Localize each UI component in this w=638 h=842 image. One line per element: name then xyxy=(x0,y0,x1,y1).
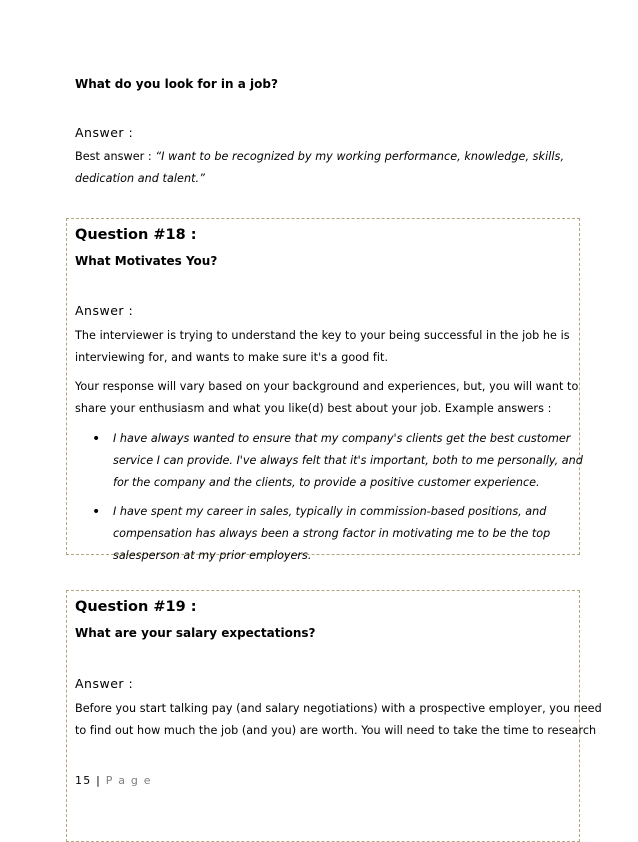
bullet-2-line-1: I have spent my career in sales, typically in commission-based positions, and xyxy=(113,505,547,518)
question-18-paragraph-2 xyxy=(75,376,578,420)
page-label: P a g e xyxy=(105,774,152,787)
question-17-answer-label: Answer : xyxy=(75,125,134,140)
bullet-2-line-2: compensation has always been a strong factor in motivating me to be the top xyxy=(113,527,551,540)
q18-para1-line-2: interviewing for, and wants to make sure it's a good fit. xyxy=(75,351,389,364)
question-18-example-answers xyxy=(75,428,583,574)
question-19-paragraph xyxy=(75,698,602,742)
best-answer-line-2: dedication and talent.” xyxy=(75,172,206,185)
question-18-title: Question #18 : xyxy=(75,227,197,243)
bullet-2-line-3: salesperson at my prior employers. xyxy=(113,549,312,562)
question-17-best-answer xyxy=(75,146,564,190)
best-answer-line-1: “I want to be recognized by my working performance, knowledge, skills, xyxy=(155,150,565,163)
footer-separator: | xyxy=(96,774,102,787)
q18-para2-line-2: share your enthusiasm and what you like(d) best about your job. Example answers : xyxy=(75,402,552,415)
q18-para1-line-1: The interviewer is trying to understand the key to your being successful in the job he is xyxy=(75,329,570,342)
question-19-title: Question #19 : xyxy=(75,599,197,615)
bullet-icon: • xyxy=(92,431,101,447)
list-item xyxy=(75,501,575,567)
bullet-1-line-3: for the company and the clients, to provide a positive customer experience. xyxy=(113,476,540,489)
q19-line-2: to find out how much the job (and you) are worth. You will need to take the time to research xyxy=(75,724,597,737)
best-answer-prefix: Best answer : xyxy=(75,150,156,163)
question-18-text: What Motivates You? xyxy=(75,254,218,268)
page-footer xyxy=(75,774,152,787)
page-number: 15 xyxy=(75,774,92,787)
question-18-answer-label: Answer : xyxy=(75,303,134,318)
question-19-answer-label: Answer : xyxy=(75,676,134,691)
bullet-1-line-2: service I can provide. I've always felt that it's important, both to me personally, and xyxy=(113,454,583,467)
bullet-icon: • xyxy=(92,504,101,520)
question-19-text: What are your salary expectations? xyxy=(75,626,316,640)
question-18-paragraph-1 xyxy=(75,325,570,369)
q18-para2-line-1: Your response will vary based on your background and experiences, but, you will want to xyxy=(75,380,579,393)
list-item xyxy=(75,428,583,494)
question-17-text: What do you look for in a job? xyxy=(75,77,278,91)
bullet-1-line-1: I have always wanted to ensure that my company's clients get the best customer xyxy=(113,432,571,445)
q19-line-1: Before you start talking pay (and salary negotiations) with a prospective employer, you need xyxy=(75,702,602,715)
